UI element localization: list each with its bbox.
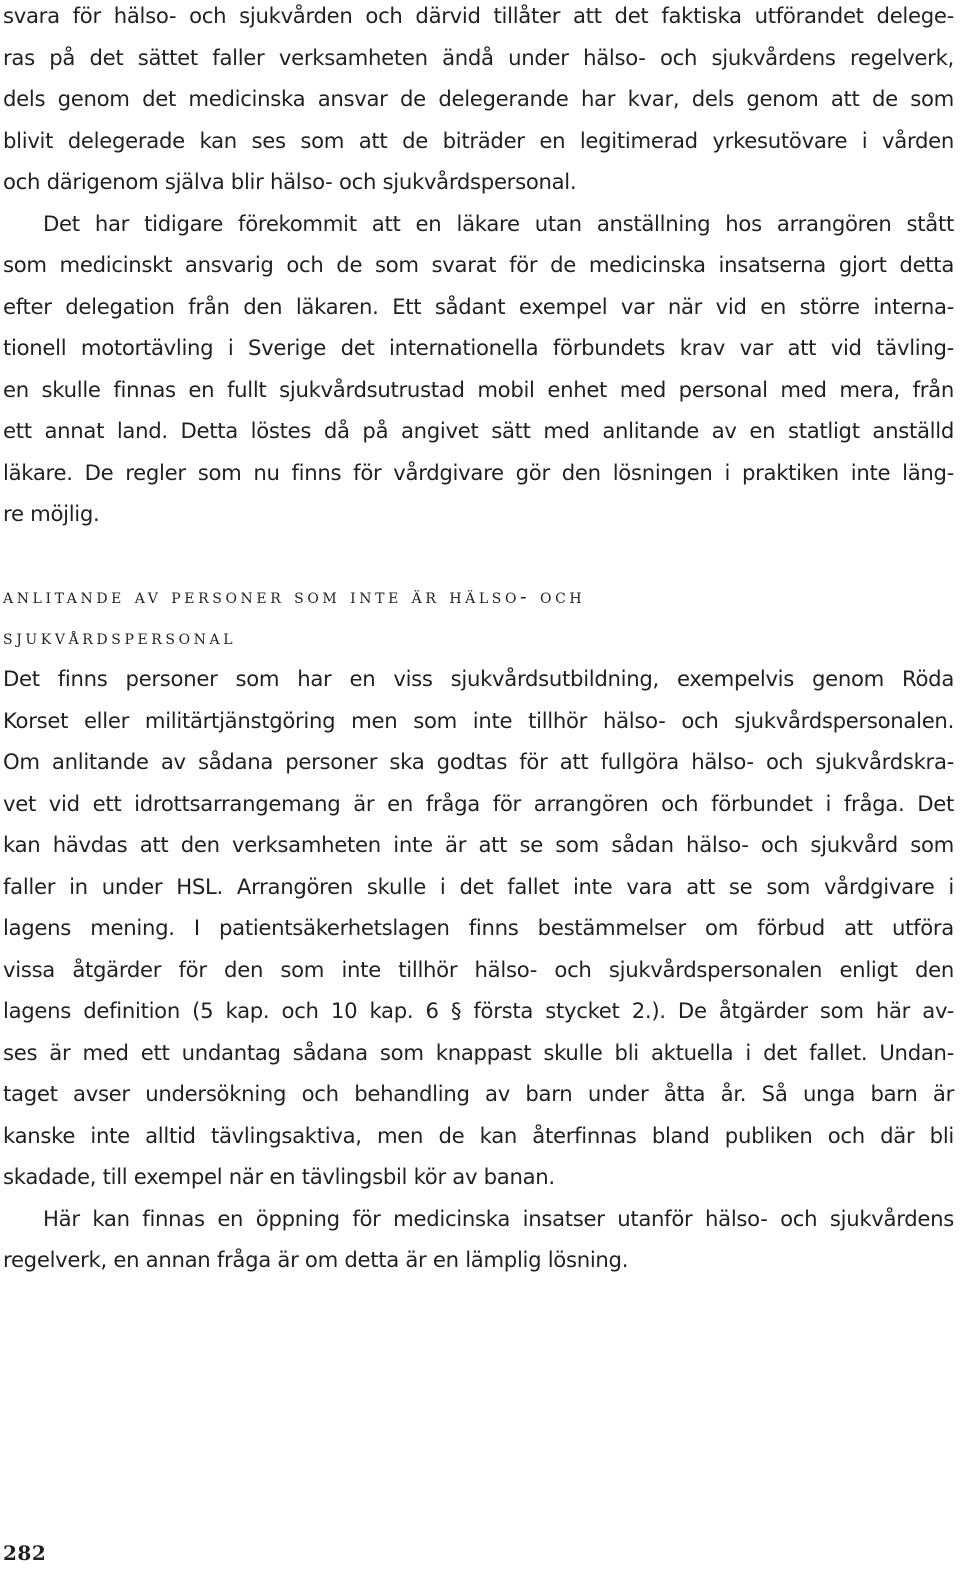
page-number: 282 [3, 1541, 47, 1565]
text-line: vet vid ett idrottsarrangemang är en fråga för arrangören och förbundet i fråga. Det [3, 790, 954, 816]
text-line: regelverk, en annan fråga är om detta är en lämplig lösning. [3, 1247, 629, 1272]
text-line: re möjlig. [3, 501, 100, 526]
text-line: lagens mening. I patientsäkerhetslagen finns bestämmelser om förbud att utföra [3, 915, 954, 940]
text-line: Det har tidigare förekommit att en läkare utan anställning hos arrangören stått [43, 210, 954, 236]
text-line: faller in under HSL. Arrangören skulle i det fallet inte vara att se som vårdgivare i [3, 873, 954, 899]
text-line: kan hävdas att den verksamheten inte är att se som sådan hälso- och sjukvård som [3, 832, 954, 857]
section-heading-line-2: sjukvårdspersonal [3, 626, 237, 649]
text-line: efter delegation från den läkaren. Ett sådant exempel var när vid en större interna- [3, 293, 954, 319]
text-line: ses är med ett undantag sådana som knappast skulle bli aktuella i det fallet. Undan- [3, 1039, 954, 1065]
text-line: ras på det sättet faller verksamheten ändå under hälso- och sjukvårdens regelverk, [3, 44, 954, 70]
text-line: och därigenom själva blir hälso- och sjukvårdspersonal. [3, 169, 577, 194]
text-line: Korset eller militärtjänstgöring men som inte tillhör hälso- och sjukvårdspersonalen. [3, 707, 954, 733]
text-line: Det finns personer som har en viss sjukvårdsutbildning, exempelvis genom Röda [3, 666, 954, 691]
text-line: tionell motortävling i Sverige det internationella förbundets krav var att vid tävling- [3, 335, 954, 360]
text-line: en skulle finnas en fullt sjukvårdsutrustad mobil enhet med personal med mera, från [3, 376, 954, 402]
text-line: som medicinskt ansvarig och de som svarat för de medicinska insatserna gjort detta [3, 252, 954, 277]
text-line: Om anlitande av sådana personer ska godtas för att fullgöra hälso- och sjukvårdskra- [3, 749, 954, 774]
text-line: kanske inte alltid tävlingsaktiva, men de kan återfinnas bland publiken och där bli [3, 1122, 954, 1148]
text-line: lagens definition (5 kap. och 10 kap. 6 § första stycket 2.). De åtgärder som här av- [3, 998, 954, 1023]
text-line: svara för hälso- och sjukvården och därvid tillåter att det faktiska utförandet delege- [3, 3, 954, 28]
text-line: ett annat land. Detta löstes då på angivet sätt med anlitande av en statligt anställd [3, 418, 954, 443]
text-line: skadade, till exempel när en tävlingsbil kör av banan. [3, 1164, 555, 1189]
text-line: dels genom det medicinska ansvar de delegerande har kvar, dels genom att de som [3, 86, 954, 111]
page-body-top [3, 0, 954, 535]
text-line: läkare. De regler som nu finns för vårdgivare gör den lösningen i praktiken inte läng- [3, 459, 954, 485]
section-heading-line-1: anlitande av personer som inte är hälso- och [3, 585, 586, 608]
text-line: Här kan finnas en öppning för medicinska insatser utanför hälso- och sjukvårdens [43, 1205, 954, 1231]
text-line: taget avser undersökning och behandling av barn under åtta år. Så unga barn är [3, 1081, 954, 1106]
page-body-bottom [3, 658, 954, 1281]
section-heading [3, 576, 954, 658]
text-line: blivit delegerade kan ses som att de biträder en legitimerad yrkesutövare i vården [3, 127, 954, 153]
text-line: vissa åtgärder för den som inte tillhör hälso- och sjukvårdspersonalen enligt den [3, 956, 954, 982]
